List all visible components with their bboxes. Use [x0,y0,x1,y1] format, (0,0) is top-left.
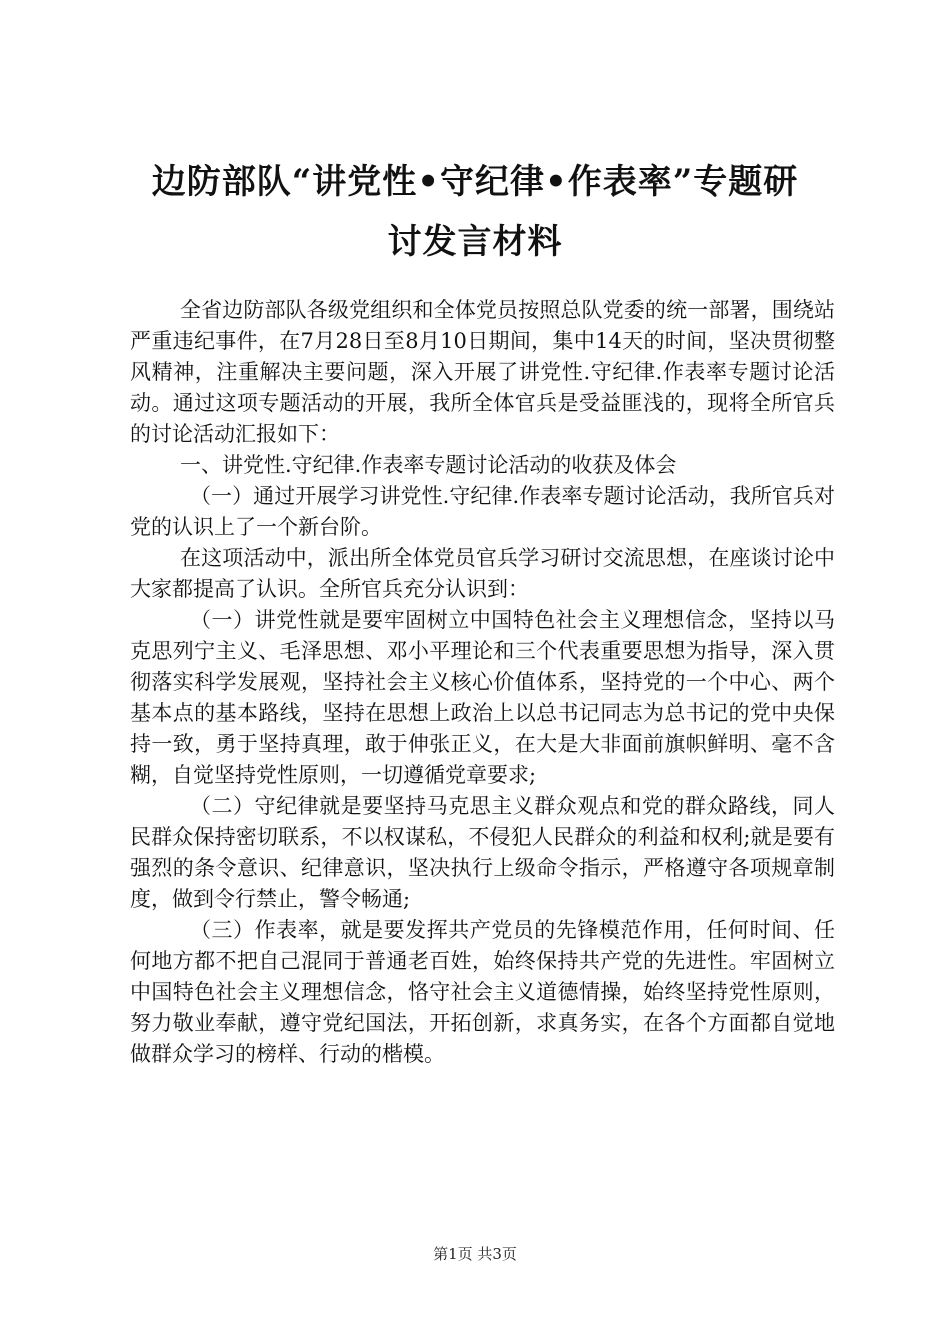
paragraph-party-spirit: （一）讲党性就是要牢固树立中国特色社会主义理想信念，坚持以马克思列宁主义、毛泽思想、邓小平理论和三个代表重要思想为指导，深入贯彻落实科学发展观，坚持社会主义核心价值体系，坚持党的一个中心、两个基本点的基本路线，坚持在思想上政治上以总书记同志为总书记的党中央保持一致，勇于坚持真理，敢于伸张正义，在大是大非面前旗帜鲜明、毫不含糊，自觉坚持党性原则，一切遵循党章要求; [130,608,835,787]
subsection-heading-1: （一）通过开展学习讲党性.守纪律.作表率专题讨论活动，我所官兵对党的认识上了一个新台阶。 [130,484,835,539]
document-title-line-2: 讨发言材料 [387,222,563,262]
page-footer: 第1页 共3页 [433,1245,517,1263]
paragraph-discipline: （二）守纪律就是要坚持马克思主义群众观点和党的群众路线，同人民群众保持密切联系，不以权谋私，不侵犯人民群众的利益和权利;就是要有强烈的条令意识、纪律意识，坚决执行上级命令指示，严格遵守各项规章制度，做到令行禁止，警令畅通; [130,794,835,911]
document-body [130,295,835,1070]
paragraph-intro: 全省边防部队各级党组织和全体党员按照总队党委的统一部署，围绕站严重违纪事件，在7月28日至8月10日期间，集中14天的时间，坚决贯彻整风精神，注重解决主要问题，深入开展了讲党性.守纪律.作表率专题讨论活动。通过这项专题活动的开展，我所全体官兵是受益匪浅的，现将全所官兵的讨论活动汇报如下： [130,298,835,446]
section-heading-1: 一、讲党性.守纪律.作表率专题讨论活动的收获及体会 [180,453,677,477]
document-title-line-1: 边防部队“讲党性•守纪律•作表率”专题研 [151,162,799,202]
paragraph-example: （三）作表率，就是要发挥共产党员的先锋模范作用，任何时间、任何地方都不把自己混同于普通老百姓，始终保持共产党的先进性。牢固树立中国特色社会主义理想信念，恪守社会主义道德情操，始终坚持党性原则，努力敬业奉献，遵守党纪国法，开拓创新，求真务实，在各个方面都自觉地做群众学习的榜样、行动的楷模。 [130,918,835,1066]
paragraph-activity: 在这项活动中，派出所全体党员官兵学习研讨交流思想，在座谈讨论中大家都提高了认识。全所官兵充分认识到： [130,546,835,601]
